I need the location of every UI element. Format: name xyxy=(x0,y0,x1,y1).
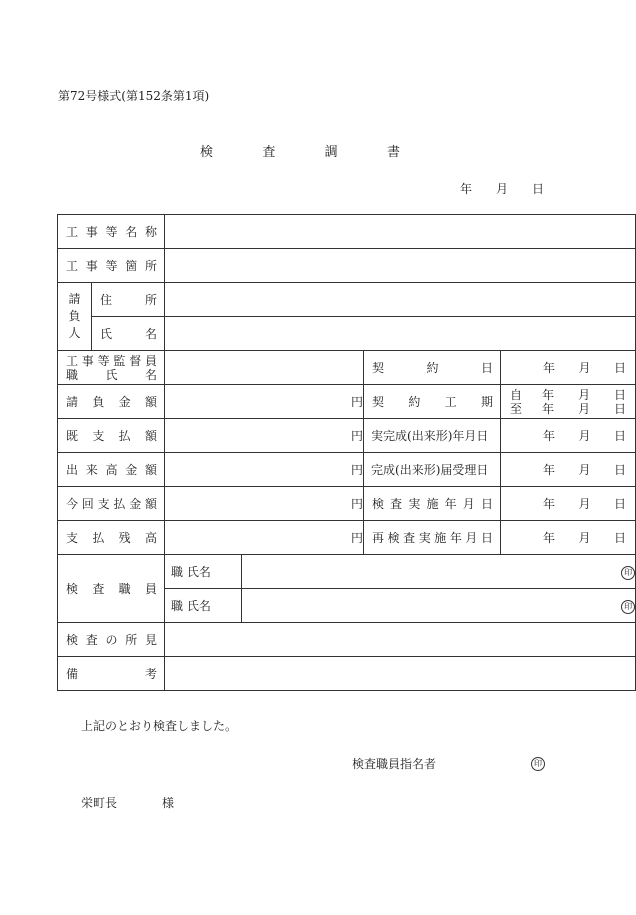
label-char: 等 xyxy=(105,225,118,239)
label-char: 負 xyxy=(68,309,81,323)
label-char: 職 xyxy=(66,367,79,382)
label-char: 称 xyxy=(145,225,158,239)
completion-notice-label: 完成(出来形)届受理日 xyxy=(364,453,501,487)
project-name-value[interactable] xyxy=(165,215,636,249)
label-char: 員 xyxy=(144,353,157,368)
project-name-label xyxy=(58,223,164,240)
name-value[interactable] xyxy=(165,317,636,351)
label-char: 払 xyxy=(113,497,126,511)
label-char: 日 xyxy=(480,531,493,545)
label-char: 出 xyxy=(66,463,79,477)
actual-completion-value[interactable] xyxy=(501,427,635,444)
contract-period-value[interactable] xyxy=(501,388,635,416)
label-char: 再 xyxy=(372,531,385,545)
label-char: 日 xyxy=(480,361,493,375)
inspection-date-label xyxy=(364,495,500,512)
remarks-value[interactable] xyxy=(165,657,636,691)
contractor-label xyxy=(58,291,91,342)
contract-date-label xyxy=(364,359,500,376)
label-char: 等 xyxy=(105,259,118,273)
reinspection-date-label xyxy=(364,529,500,546)
label-char: 払 xyxy=(92,531,105,545)
remarks-label xyxy=(58,665,164,682)
signer-seal-icon xyxy=(531,755,545,771)
label-char: 年 xyxy=(543,463,556,477)
label-char: 名 xyxy=(145,367,158,382)
label-char: 期 xyxy=(481,395,494,409)
label-char: 日 xyxy=(614,531,627,545)
label-char: 氏 xyxy=(105,367,118,382)
label-char: 工 xyxy=(444,395,457,409)
label-char: 年 xyxy=(449,531,462,545)
label-char: 支 xyxy=(92,429,105,443)
label-char: 支 xyxy=(97,497,110,511)
label-char: 額 xyxy=(144,395,157,409)
label-char: 施 xyxy=(426,497,439,511)
title-char: 調 xyxy=(324,145,338,160)
label-char: 名 xyxy=(125,225,138,239)
document-title xyxy=(200,141,400,160)
inspector-position-name-label: 職 氏名 xyxy=(171,565,211,579)
label-char: 職 xyxy=(118,582,131,596)
name-label xyxy=(92,325,164,342)
label-char: 月 xyxy=(578,531,591,545)
label-char: 月 xyxy=(578,361,591,375)
label-char: 検 xyxy=(372,497,385,511)
label-char: 日 xyxy=(614,387,627,402)
label-char: 払 xyxy=(118,429,131,443)
completed-amount-value[interactable]: 円 xyxy=(165,453,364,487)
contract-amount-label xyxy=(58,393,164,410)
remaining-balance-value[interactable]: 円 xyxy=(165,521,364,555)
label-char: 所 xyxy=(145,259,158,273)
label-char: 日 xyxy=(480,497,493,511)
label-char: 検 xyxy=(387,531,400,545)
to-label: 至 xyxy=(510,401,523,416)
label-char: 月 xyxy=(578,429,591,443)
inspector-2-value[interactable] xyxy=(242,589,636,623)
paid-amount-value[interactable]: 円 xyxy=(165,419,364,453)
label-char: 高 xyxy=(144,531,157,545)
label-char: 監 xyxy=(113,353,126,368)
label-char: 約 xyxy=(408,395,421,409)
label-char: 年 xyxy=(543,531,556,545)
label-char: 実 xyxy=(408,497,421,511)
actual-completion-label: 実完成(出来形)年月日 xyxy=(364,419,501,453)
label-char: 日 xyxy=(614,429,627,443)
label-char: 箇 xyxy=(125,259,138,273)
addressee-suffix: 様 xyxy=(162,796,175,810)
completion-notice-value[interactable] xyxy=(501,461,635,478)
label-char: 既 xyxy=(66,429,79,443)
label-char: 年 xyxy=(543,429,556,443)
label-char: 見 xyxy=(145,633,158,647)
label-char: の xyxy=(105,633,118,647)
findings-label xyxy=(58,631,164,648)
label-char: 残 xyxy=(118,531,131,545)
label-char: 月 xyxy=(578,463,591,477)
inspector-label xyxy=(58,580,164,597)
reinspection-date-value[interactable] xyxy=(501,529,635,546)
title-char: 査 xyxy=(262,145,276,160)
label-char: 検 xyxy=(66,633,79,647)
label-char: 契 xyxy=(372,361,385,375)
label-char: 人 xyxy=(68,326,81,340)
label-char: 請 xyxy=(66,395,79,409)
label-char: 高 xyxy=(105,463,118,477)
label-char: 月 xyxy=(465,531,478,545)
label-char: 支 xyxy=(66,531,79,545)
date-month: 月 xyxy=(495,182,508,196)
label-char: 額 xyxy=(144,497,157,511)
label-char: 住 xyxy=(100,293,113,307)
label-char: 事 xyxy=(81,353,94,368)
contract-amount-value[interactable]: 円 xyxy=(165,385,364,419)
label-char: 査 xyxy=(85,633,98,647)
label-char: 来 xyxy=(85,463,98,477)
supervisor-value[interactable] xyxy=(165,351,364,385)
label-char: 金 xyxy=(118,395,131,409)
label-char: 督 xyxy=(129,353,142,368)
label-char: 事 xyxy=(85,225,98,239)
seal-icon: 印 xyxy=(621,600,635,614)
label-char: 年 xyxy=(543,497,556,511)
seal-icon: 印 xyxy=(531,757,545,771)
address-value[interactable] xyxy=(165,283,636,317)
label-char: 工 xyxy=(66,259,79,273)
current-payment-value[interactable]: 円 xyxy=(165,487,364,521)
label-char: 名 xyxy=(145,327,158,341)
inspector-1-value[interactable] xyxy=(242,555,636,589)
title-char: 検 xyxy=(200,145,214,160)
label-char: 日 xyxy=(614,463,627,477)
label-char: 考 xyxy=(145,667,158,681)
project-location-value[interactable] xyxy=(165,249,636,283)
document-date xyxy=(460,180,544,197)
label-char: 請 xyxy=(68,292,81,306)
completed-amount-label xyxy=(58,461,164,478)
date-year: 年 xyxy=(460,182,473,196)
label-char: 工 xyxy=(66,353,79,368)
label-char: 回 xyxy=(81,497,94,511)
address-label xyxy=(92,291,164,308)
label-char: 員 xyxy=(144,582,157,596)
closing-statement: 上記のとおり検査しました。 xyxy=(81,719,238,733)
current-payment-label xyxy=(58,495,164,512)
label-char: 今 xyxy=(66,497,79,511)
seal-icon: 印 xyxy=(621,566,635,580)
signer-label: 検査職員指名者 xyxy=(352,757,437,771)
label-char: 契 xyxy=(372,395,385,409)
remaining-balance-label xyxy=(58,529,164,546)
label-char: 金 xyxy=(125,463,138,477)
label-char: 額 xyxy=(144,429,157,443)
label-char: 事 xyxy=(85,259,98,273)
label-char: 約 xyxy=(426,361,439,375)
paid-amount-label xyxy=(58,427,164,444)
label-char: 月 xyxy=(578,497,591,511)
label-char: 工 xyxy=(66,225,79,239)
label-char: 額 xyxy=(145,463,158,477)
label-char: 金 xyxy=(129,497,142,511)
label-char: 日 xyxy=(614,361,627,375)
label-char: 日 xyxy=(614,401,627,416)
label-char: 検 xyxy=(66,582,79,596)
date-day: 日 xyxy=(531,182,544,196)
label-char: 氏 xyxy=(100,327,113,341)
inspection-date-value[interactable] xyxy=(501,495,635,512)
label-char: 備 xyxy=(66,667,79,681)
supervisor-label xyxy=(58,354,164,382)
inspector-position-name-label: 職 氏名 xyxy=(171,599,211,613)
contract-period-label xyxy=(364,393,500,410)
label-char: 査 xyxy=(390,497,403,511)
title-char: 書 xyxy=(386,145,400,160)
label-char: 年 xyxy=(543,361,556,375)
contract-date-value[interactable] xyxy=(501,359,635,376)
from-label: 自 xyxy=(510,387,523,402)
label-char: 月 xyxy=(578,387,591,402)
label-char: 年 xyxy=(444,497,457,511)
label-char: 月 xyxy=(578,401,591,416)
label-char: 負 xyxy=(92,395,105,409)
label-char: 所 xyxy=(125,633,138,647)
addressee: 栄町長 xyxy=(81,796,118,810)
label-char: 月 xyxy=(462,497,475,511)
label-char: 施 xyxy=(434,531,447,545)
label-char: 実 xyxy=(418,531,431,545)
project-location-label xyxy=(58,257,164,274)
label-char: 査 xyxy=(403,531,416,545)
label-char: 所 xyxy=(145,293,158,307)
label-char: 年 xyxy=(542,401,555,416)
label-char: 日 xyxy=(614,497,627,511)
label-char: 等 xyxy=(97,353,110,368)
form-number: 第72号様式(第152条第1項) xyxy=(58,89,210,103)
label-char: 査 xyxy=(92,582,105,596)
label-char: 年 xyxy=(542,387,555,402)
inspection-table xyxy=(57,214,636,691)
findings-value[interactable] xyxy=(165,623,636,657)
